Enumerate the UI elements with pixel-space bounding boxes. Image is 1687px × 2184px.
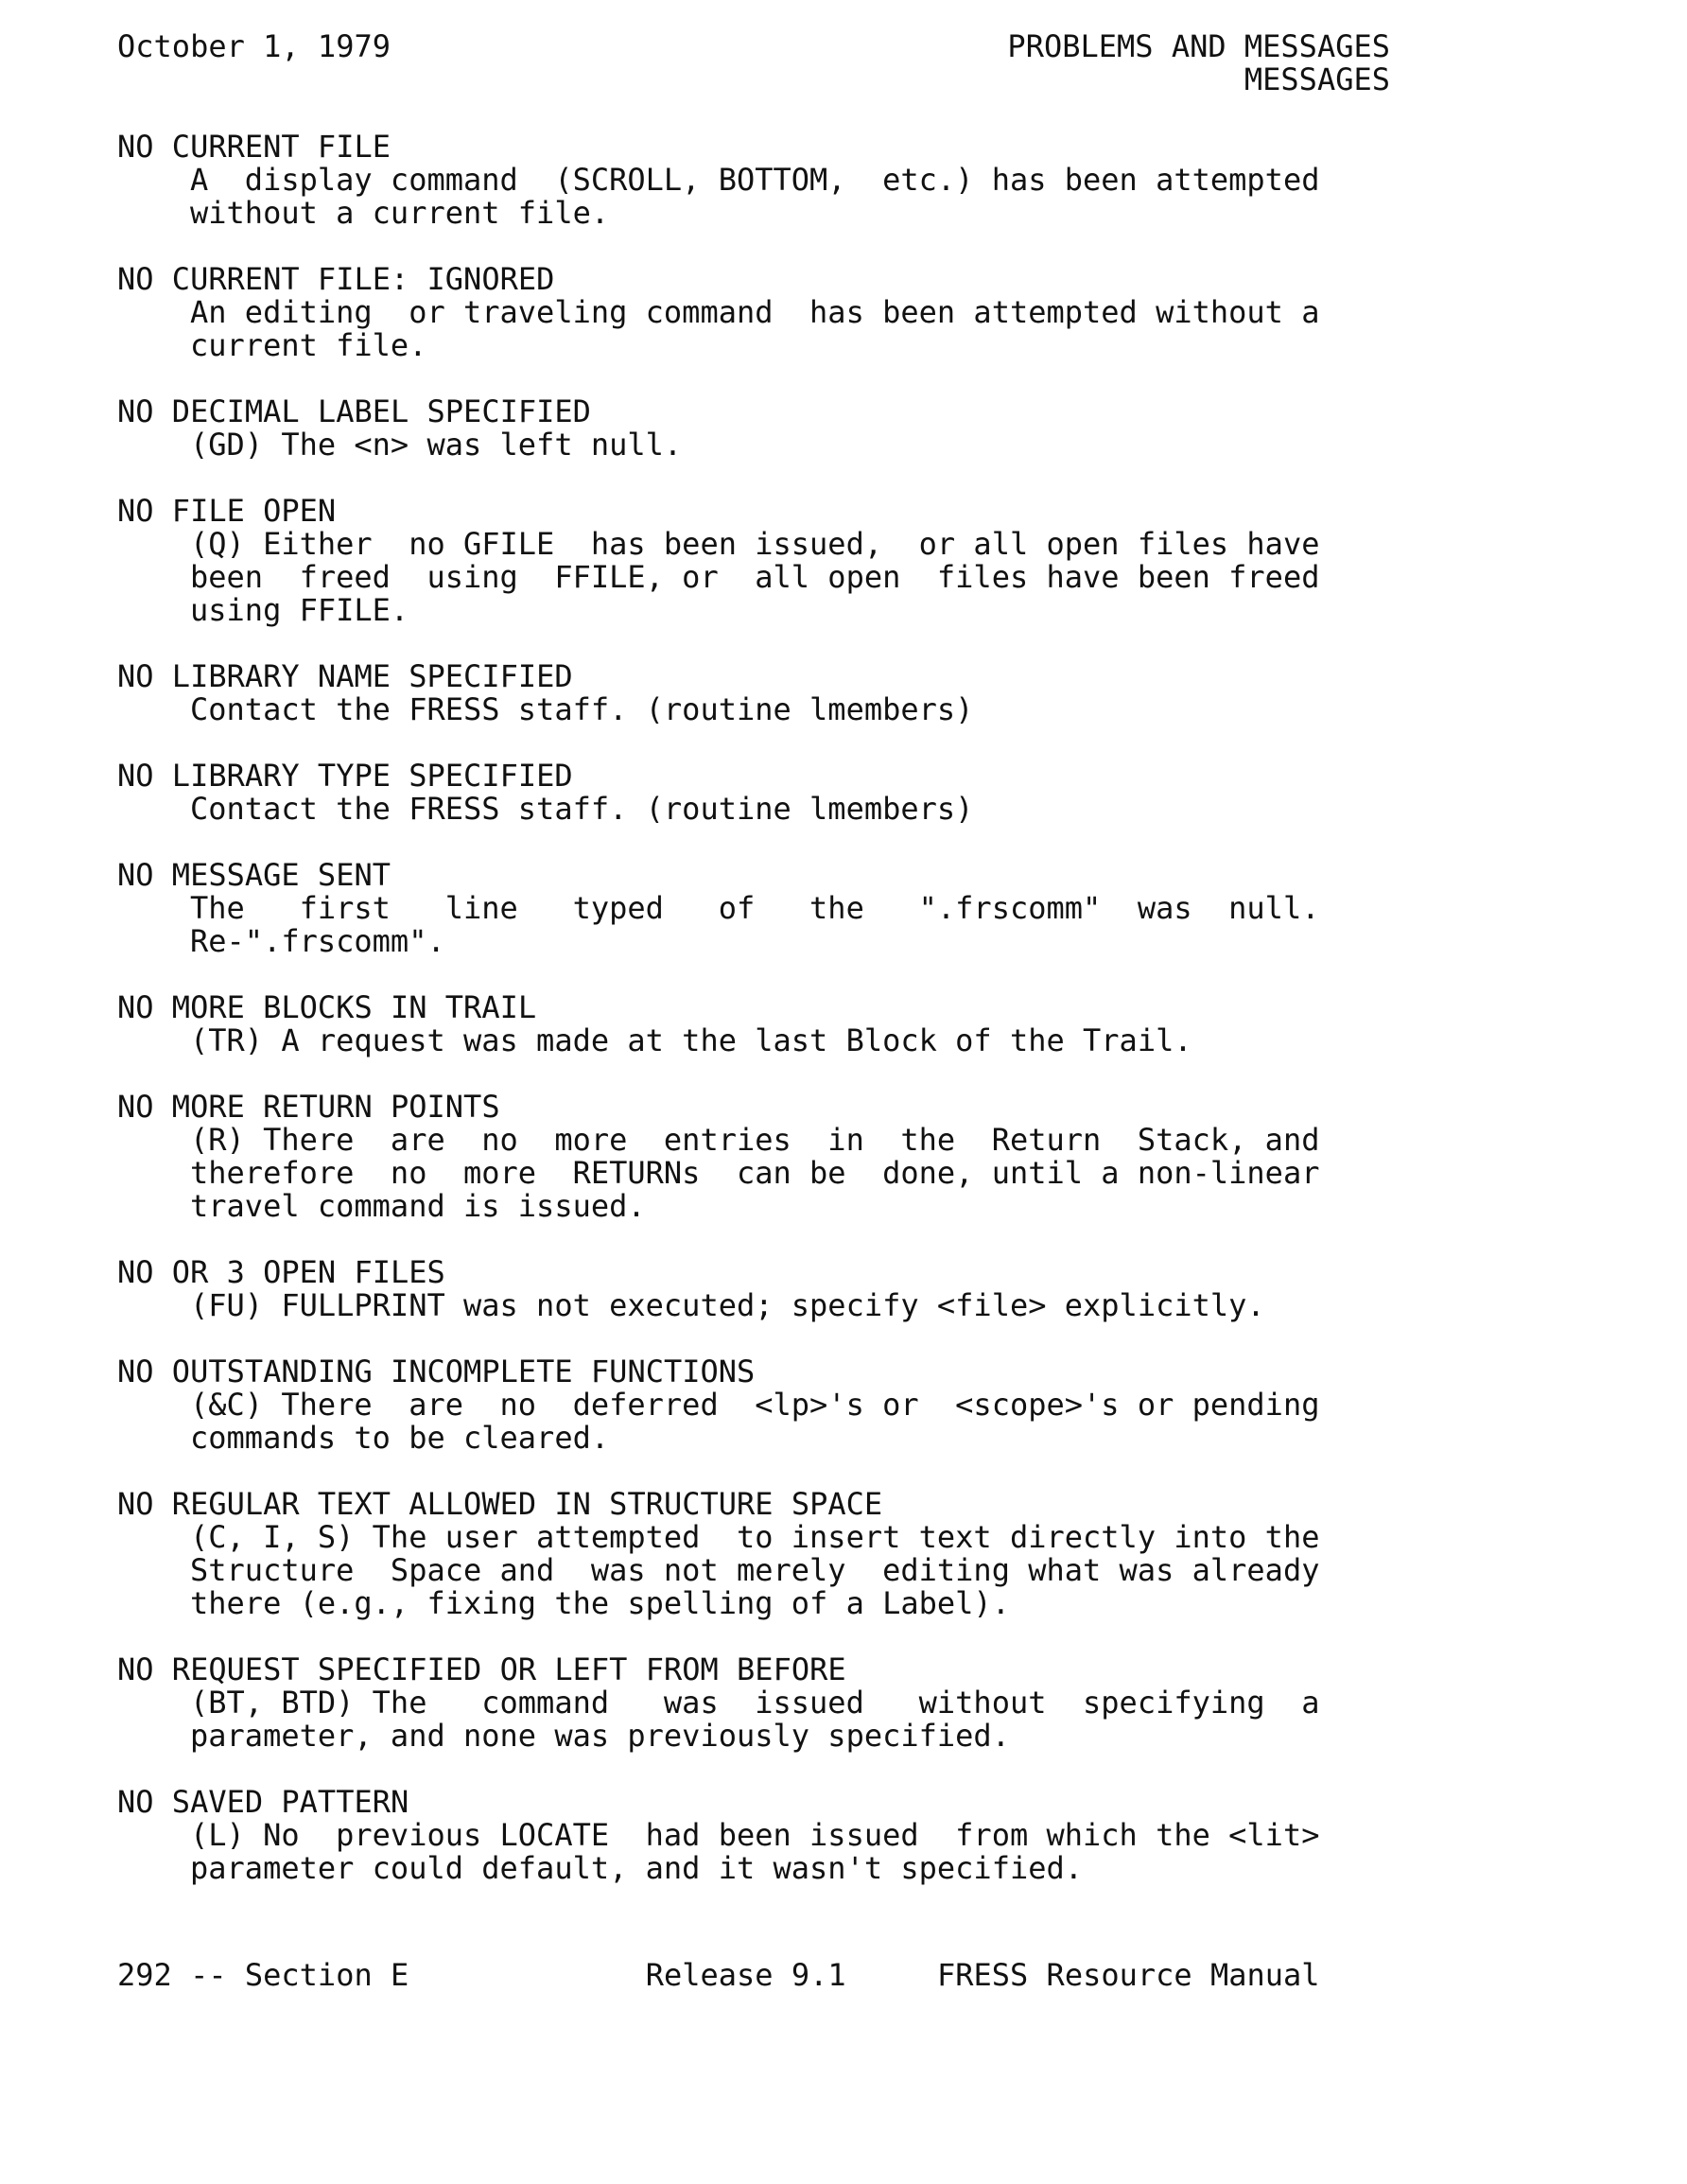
message-description: (R) There are no more entries in the Return Stack, and therefore no more RETURNs can be done, until a non-linear travel command is issued. <box>190 1122 1320 1224</box>
subsection-title: MESSAGES <box>1244 61 1390 97</box>
message-entry <box>117 1091 1460 1223</box>
message-description: (L) No previous LOCATE had been issued from which the <lit> parameter could default, and it wasn't specified. <box>190 1817 1320 1886</box>
section-title: PROBLEMS AND MESSAGES <box>1007 28 1390 64</box>
message-title: NO CURRENT FILE: IGNORED <box>117 261 555 297</box>
message-description: (&C) There are no deferred <lp>'s or <scope>'s or pending commands to be cleared. <box>190 1387 1320 1456</box>
message-entry <box>117 859 1460 958</box>
message-description: (FU) FULLPRINT was not executed; specify <file> explicitly. <box>190 1287 1265 1323</box>
message-entry <box>117 1786 1460 1885</box>
message-title: NO SAVED PATTERN <box>117 1784 409 1820</box>
message-description: A display command (SCROLL, BOTTOM, etc.) has been attempted without a current file. <box>190 162 1320 231</box>
message-title: NO REGULAR TEXT ALLOWED IN STRUCTURE SPACE <box>117 1486 883 1522</box>
message-entry <box>117 991 1460 1057</box>
message-entry <box>117 1488 1460 1620</box>
message-title: NO OUTSTANDING INCOMPLETE FUNCTIONS <box>117 1354 756 1389</box>
message-entry <box>117 760 1460 826</box>
message-description: (TR) A request was made at the last Block of the Trail. <box>190 1022 1192 1058</box>
message-description: The first line typed of the ".frscomm" was null. Re-".frscomm". <box>190 890 1320 959</box>
message-title: NO FILE OPEN <box>117 493 337 529</box>
message-description: Contact the FRESS staff. (routine lmembers) <box>190 791 974 827</box>
message-description: (GD) The <n> was left null. <box>190 427 683 463</box>
message-description: Contact the FRESS staff. (routine lmembers) <box>190 691 974 727</box>
message-description: (Q) Either no GFILE has been issued, or all open files have been freed using FFILE, or all open files have been freed using FFILE. <box>190 526 1320 628</box>
message-description: (C, I, S) The user attempted to insert text directly into the Structure Space and was not merely editing what was already there (e.g., fixing the spelling of a Label). <box>190 1519 1320 1621</box>
message-title: NO MESSAGE SENT <box>117 857 391 893</box>
message-title: NO MORE BLOCKS IN TRAIL <box>117 989 537 1025</box>
message-title: NO LIBRARY NAME SPECIFIED <box>117 658 573 694</box>
page-header-right <box>946 30 1390 96</box>
message-entry <box>117 1256 1460 1322</box>
message-list <box>117 131 1460 1918</box>
message-entry <box>117 660 1460 726</box>
page-date: October 1, 1979 <box>117 28 391 64</box>
message-entry <box>117 495 1460 627</box>
message-entry <box>117 395 1460 462</box>
message-title: NO DECIMAL LABEL SPECIFIED <box>117 393 591 429</box>
message-title: NO LIBRARY TYPE SPECIFIED <box>117 758 573 794</box>
message-title: NO REQUEST SPECIFIED OR LEFT FROM BEFORE <box>117 1651 846 1687</box>
page-footer: 292 -- Section E Release 9.1 FRESS Resource Manual <box>117 1957 1320 1993</box>
message-description: (BT, BTD) The command was issued without specifying a parameter, and none was previously specified. <box>190 1685 1320 1754</box>
message-title: NO MORE RETURN POINTS <box>117 1089 500 1125</box>
message-entry <box>117 1355 1460 1455</box>
message-title: NO OR 3 OPEN FILES <box>117 1254 445 1290</box>
message-entry <box>117 131 1460 230</box>
message-description: An editing or traveling command has been attempted without a current file. <box>190 294 1320 363</box>
message-title: NO CURRENT FILE <box>117 129 391 165</box>
message-entry <box>117 1653 1460 1753</box>
message-entry <box>117 263 1460 362</box>
